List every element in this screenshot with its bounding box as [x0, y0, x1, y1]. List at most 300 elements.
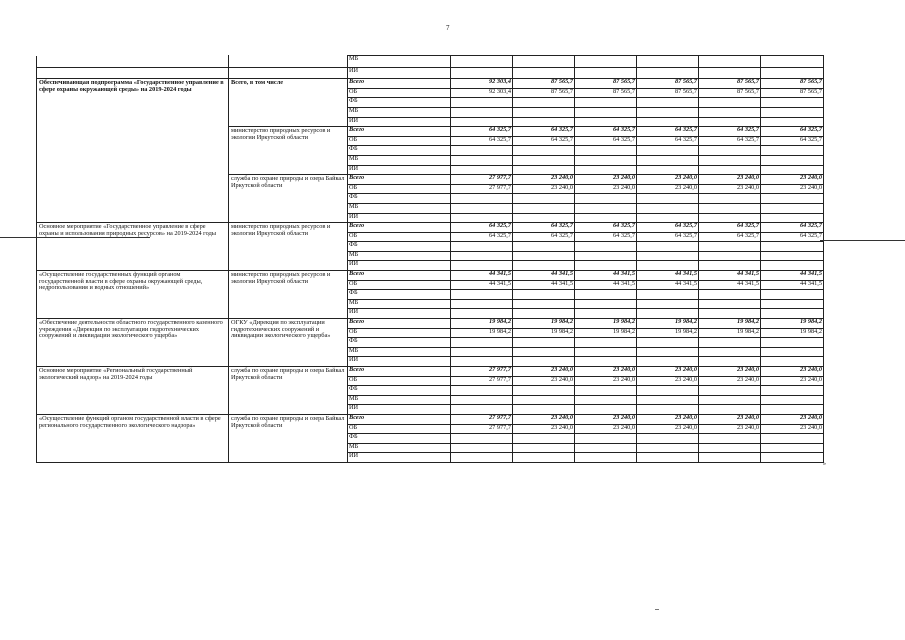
value-cell: 64 325,7 — [637, 127, 699, 137]
value-cell — [575, 405, 637, 415]
value-cell — [513, 98, 575, 108]
value-cell: 44 341,5 — [575, 271, 637, 281]
value-cell: 64 325,7 — [761, 232, 824, 242]
value-cell — [699, 434, 761, 444]
value-cell — [637, 357, 699, 367]
value-cell — [513, 251, 575, 261]
value-cell — [575, 203, 637, 213]
table-row — [37, 414, 824, 424]
value-cell: 23 240,0 — [699, 424, 761, 434]
value-cell — [699, 338, 761, 348]
source-cell: ОБ — [348, 376, 451, 386]
value-cell — [637, 98, 699, 108]
value-cell — [761, 98, 824, 108]
value-cell — [451, 155, 513, 165]
source-cell: МБ — [348, 395, 451, 405]
value-cell — [451, 251, 513, 261]
value-cell — [451, 405, 513, 415]
value-cell — [637, 443, 699, 453]
value-cell: 87 565,7 — [637, 79, 699, 89]
executor-cell: министерство природных ресурсов и экологии Иркутской области — [229, 271, 348, 319]
value-cell — [637, 251, 699, 261]
value-cell: 23 240,0 — [699, 184, 761, 194]
value-cell — [761, 443, 824, 453]
value-cell — [637, 107, 699, 117]
value-cell — [575, 117, 637, 127]
table-row — [37, 271, 824, 281]
value-cell — [451, 242, 513, 252]
value-cell — [699, 386, 761, 396]
source-cell: ИИ — [348, 117, 451, 127]
value-cell: 27 977,7 — [451, 184, 513, 194]
value-cell: 19 984,2 — [575, 319, 637, 329]
value-cell: 27 977,7 — [451, 376, 513, 386]
program-name-cell: Основное мероприятие «Региональный государственный экологический надзор» на 2019-2024 годы — [37, 367, 229, 415]
value-cell: 64 325,7 — [451, 223, 513, 233]
strike-line-right — [820, 240, 905, 241]
value-cell — [513, 290, 575, 300]
value-cell: 23 240,0 — [637, 414, 699, 424]
value-cell — [451, 434, 513, 444]
program-name-cell: «Осуществление государственных функций органом государственной власти в сфере охраны окружающей среды, недропользования и водных отношений» — [37, 271, 229, 319]
value-cell — [451, 299, 513, 309]
value-cell — [699, 117, 761, 127]
value-cell — [637, 434, 699, 444]
value-cell: 23 240,0 — [513, 184, 575, 194]
value-cell: 87 565,7 — [575, 79, 637, 89]
value-cell — [699, 56, 761, 68]
value-cell — [575, 386, 637, 396]
value-cell: 44 341,5 — [761, 280, 824, 290]
value-cell — [513, 155, 575, 165]
empty-cell — [229, 56, 348, 68]
program-name-cell: «Обеспечение деятельности областного государственного казенного учреждения «Дирекция по эксплуатации гидротехнических сооружений и ликвидации экологического ущерба» — [37, 319, 229, 367]
value-cell — [451, 453, 513, 463]
executor-cell: служба по охране природы и озера Байкал Иркутской области — [229, 175, 348, 223]
value-cell — [761, 251, 824, 261]
value-cell — [451, 67, 513, 79]
value-cell — [451, 395, 513, 405]
value-cell: 87 565,7 — [761, 79, 824, 89]
empty-cell — [229, 67, 348, 79]
value-cell — [451, 261, 513, 271]
value-cell: 44 341,5 — [699, 271, 761, 281]
value-cell — [513, 443, 575, 453]
value-cell — [761, 338, 824, 348]
value-cell — [575, 165, 637, 175]
value-cell: 87 565,7 — [699, 79, 761, 89]
value-cell — [699, 251, 761, 261]
value-cell — [637, 242, 699, 252]
value-cell — [637, 338, 699, 348]
value-cell — [699, 107, 761, 117]
value-cell: 23 240,0 — [637, 424, 699, 434]
value-cell — [575, 309, 637, 319]
value-cell: 23 240,0 — [761, 376, 824, 386]
value-cell: 64 325,7 — [451, 232, 513, 242]
value-cell — [575, 357, 637, 367]
value-cell: 23 240,0 — [637, 367, 699, 377]
value-cell — [699, 299, 761, 309]
value-cell: 27 977,7 — [451, 424, 513, 434]
value-cell — [513, 405, 575, 415]
source-cell: МБ — [348, 107, 451, 117]
source-cell: ОБ — [348, 328, 451, 338]
source-cell: ОБ — [348, 424, 451, 434]
source-cell: Всего — [348, 414, 451, 424]
value-cell — [451, 443, 513, 453]
value-cell — [637, 453, 699, 463]
program-name-cell: «Осуществление функций органом государственной власти в сфере регионального государственного экологического надзора» — [37, 414, 229, 462]
value-cell — [637, 203, 699, 213]
value-cell: 19 984,2 — [761, 319, 824, 329]
value-cell: 64 325,7 — [699, 136, 761, 146]
value-cell — [761, 453, 824, 463]
value-cell — [513, 194, 575, 204]
source-cell: ОБ — [348, 184, 451, 194]
source-cell: ИИ — [348, 261, 451, 271]
value-cell — [637, 146, 699, 156]
executor-cell: ОГКУ «Дирекция по эксплуатации гидротехнических сооружений и ликвидации экологического ущерба» — [229, 319, 348, 367]
source-cell: ФБ — [348, 386, 451, 396]
value-cell — [699, 67, 761, 79]
value-cell — [513, 309, 575, 319]
value-cell: 64 325,7 — [637, 232, 699, 242]
value-cell — [699, 194, 761, 204]
value-cell — [637, 117, 699, 127]
value-cell — [699, 242, 761, 252]
source-cell: Всего — [348, 271, 451, 281]
value-cell: 44 341,5 — [513, 271, 575, 281]
value-cell: 64 325,7 — [699, 223, 761, 233]
value-cell: 23 240,0 — [575, 414, 637, 424]
source-cell: ИИ — [348, 67, 451, 79]
value-cell — [761, 165, 824, 175]
value-cell — [575, 261, 637, 271]
scan-mark — [655, 609, 659, 610]
value-cell — [761, 56, 824, 68]
value-cell: 23 240,0 — [761, 414, 824, 424]
value-cell — [513, 357, 575, 367]
value-cell — [513, 386, 575, 396]
value-cell — [575, 56, 637, 68]
value-cell — [699, 453, 761, 463]
value-cell — [513, 107, 575, 117]
value-cell: 23 240,0 — [699, 367, 761, 377]
value-cell — [699, 165, 761, 175]
value-cell: 64 325,7 — [575, 232, 637, 242]
value-cell — [699, 357, 761, 367]
source-cell: МБ — [348, 299, 451, 309]
value-cell — [451, 117, 513, 127]
value-cell — [761, 107, 824, 117]
value-cell — [637, 261, 699, 271]
executor-cell: министерство природных ресурсов и экологии Иркутской области — [229, 223, 348, 271]
value-cell — [513, 67, 575, 79]
value-cell — [575, 453, 637, 463]
value-cell — [637, 405, 699, 415]
source-cell: ИИ — [348, 213, 451, 223]
value-cell: 23 240,0 — [575, 175, 637, 185]
value-cell: 44 341,5 — [637, 271, 699, 281]
program-name-cell: Основное мероприятие «Государственное управление в сфере охраны и использования природных ресурсов» на 2019-2024 годы — [37, 223, 229, 271]
executor-cell: министерство природных ресурсов и экологии Иркутской области — [229, 127, 348, 175]
value-cell — [637, 347, 699, 357]
value-cell — [761, 290, 824, 300]
value-cell — [637, 213, 699, 223]
page-number: 7 — [446, 24, 450, 32]
value-cell — [761, 213, 824, 223]
value-cell — [575, 347, 637, 357]
value-cell — [761, 67, 824, 79]
value-cell: 19 984,2 — [699, 319, 761, 329]
value-cell — [761, 203, 824, 213]
value-cell — [699, 213, 761, 223]
value-cell: 23 240,0 — [513, 376, 575, 386]
strike-line-left — [0, 237, 150, 238]
value-cell: 23 240,0 — [637, 175, 699, 185]
value-cell: 19 984,2 — [451, 328, 513, 338]
value-cell — [699, 290, 761, 300]
value-cell — [761, 146, 824, 156]
value-cell — [761, 347, 824, 357]
value-cell — [575, 290, 637, 300]
value-cell — [513, 434, 575, 444]
value-cell — [575, 395, 637, 405]
value-cell — [699, 309, 761, 319]
source-cell: МБ — [348, 443, 451, 453]
table-row — [37, 223, 824, 233]
value-cell — [513, 453, 575, 463]
table-row — [37, 367, 824, 377]
value-cell — [575, 299, 637, 309]
value-cell — [699, 347, 761, 357]
executor-cell: служба по охране природы и озера Байкал Иркутской области — [229, 367, 348, 415]
source-cell: ФБ — [348, 290, 451, 300]
value-cell — [575, 98, 637, 108]
value-cell: 44 341,5 — [451, 280, 513, 290]
source-cell: ИИ — [348, 453, 451, 463]
empty-cell — [37, 56, 229, 68]
value-cell: 19 984,2 — [451, 319, 513, 329]
value-cell: 23 240,0 — [513, 414, 575, 424]
value-cell — [513, 242, 575, 252]
source-cell: Всего — [348, 367, 451, 377]
closing-quote: » — [823, 461, 826, 467]
source-cell: Всего — [348, 175, 451, 185]
value-cell: 23 240,0 — [761, 424, 824, 434]
value-cell: 23 240,0 — [699, 175, 761, 185]
executor-cell: Всего, в том числе — [229, 79, 348, 127]
value-cell: 23 240,0 — [761, 367, 824, 377]
value-cell — [451, 165, 513, 175]
value-cell — [451, 338, 513, 348]
value-cell — [513, 338, 575, 348]
value-cell: 27 977,7 — [451, 175, 513, 185]
value-cell — [699, 98, 761, 108]
value-cell: 92 303,4 — [451, 88, 513, 98]
value-cell — [451, 107, 513, 117]
value-cell: 87 565,7 — [761, 88, 824, 98]
value-cell: 44 341,5 — [637, 280, 699, 290]
table-row — [37, 56, 824, 68]
value-cell: 64 325,7 — [761, 223, 824, 233]
value-cell — [513, 213, 575, 223]
value-cell — [699, 443, 761, 453]
source-cell: МБ — [348, 155, 451, 165]
source-cell: ОБ — [348, 88, 451, 98]
value-cell: 64 325,7 — [513, 232, 575, 242]
source-cell: ОБ — [348, 280, 451, 290]
value-cell — [575, 155, 637, 165]
source-cell: Всего — [348, 319, 451, 329]
value-cell: 23 240,0 — [513, 175, 575, 185]
source-cell: ФБ — [348, 194, 451, 204]
value-cell — [699, 395, 761, 405]
value-cell — [513, 56, 575, 68]
budget-table — [36, 55, 824, 463]
empty-cell — [37, 67, 229, 79]
value-cell — [761, 386, 824, 396]
source-cell: ФБ — [348, 434, 451, 444]
table-row — [37, 79, 824, 89]
source-cell: Всего — [348, 79, 451, 89]
value-cell: 64 325,7 — [513, 223, 575, 233]
value-cell — [761, 117, 824, 127]
value-cell: 64 325,7 — [761, 127, 824, 137]
value-cell — [451, 203, 513, 213]
value-cell: 23 240,0 — [513, 424, 575, 434]
program-name-cell: Обеспечивающая подпрограмма «Государственное управление в сфере охраны окружающей среды» на 2019-2024 годы — [37, 79, 229, 223]
value-cell — [513, 395, 575, 405]
value-cell — [575, 67, 637, 79]
value-cell — [575, 251, 637, 261]
value-cell — [699, 155, 761, 165]
value-cell: 27 977,7 — [451, 367, 513, 377]
value-cell: 64 325,7 — [699, 232, 761, 242]
value-cell: 64 325,7 — [451, 136, 513, 146]
value-cell: 19 984,2 — [761, 328, 824, 338]
value-cell — [513, 261, 575, 271]
value-cell — [575, 213, 637, 223]
value-cell — [451, 194, 513, 204]
value-cell: 87 565,7 — [699, 88, 761, 98]
value-cell: 23 240,0 — [637, 376, 699, 386]
value-cell: 64 325,7 — [575, 127, 637, 137]
value-cell — [451, 347, 513, 357]
value-cell: 19 984,2 — [637, 328, 699, 338]
value-cell: 19 984,2 — [637, 319, 699, 329]
value-cell — [761, 405, 824, 415]
value-cell — [761, 261, 824, 271]
value-cell: 87 565,7 — [575, 88, 637, 98]
value-cell — [575, 107, 637, 117]
source-cell: ФБ — [348, 338, 451, 348]
value-cell — [637, 309, 699, 319]
value-cell — [637, 299, 699, 309]
value-cell: 23 240,0 — [575, 376, 637, 386]
value-cell: 87 565,7 — [513, 88, 575, 98]
value-cell — [513, 117, 575, 127]
source-cell: МБ — [348, 203, 451, 213]
value-cell — [761, 155, 824, 165]
executor-cell: служба по охране природы и озера Байкал Иркутской области — [229, 414, 348, 462]
value-cell: 44 341,5 — [699, 280, 761, 290]
source-cell: ОБ — [348, 232, 451, 242]
value-cell: 64 325,7 — [761, 136, 824, 146]
value-cell — [761, 309, 824, 319]
value-cell — [451, 290, 513, 300]
value-cell — [761, 242, 824, 252]
value-cell: 19 984,2 — [575, 328, 637, 338]
value-cell — [451, 309, 513, 319]
value-cell — [451, 56, 513, 68]
value-cell: 44 341,5 — [761, 271, 824, 281]
value-cell: 23 240,0 — [699, 414, 761, 424]
value-cell — [451, 386, 513, 396]
source-cell: МБ — [348, 251, 451, 261]
value-cell — [699, 261, 761, 271]
value-cell: 23 240,0 — [761, 184, 824, 194]
value-cell — [451, 146, 513, 156]
value-cell: 23 240,0 — [761, 175, 824, 185]
value-cell: 92 303,4 — [451, 79, 513, 89]
source-cell: ИИ — [348, 357, 451, 367]
source-cell: ФБ — [348, 146, 451, 156]
source-cell: МБ — [348, 56, 451, 68]
value-cell — [451, 98, 513, 108]
value-cell: 19 984,2 — [513, 328, 575, 338]
value-cell — [575, 146, 637, 156]
value-cell: 23 240,0 — [699, 376, 761, 386]
value-cell — [575, 443, 637, 453]
value-cell — [575, 338, 637, 348]
source-cell: ИИ — [348, 309, 451, 319]
value-cell — [699, 405, 761, 415]
value-cell — [575, 242, 637, 252]
value-cell: 64 325,7 — [451, 127, 513, 137]
value-cell: 64 325,7 — [575, 223, 637, 233]
value-cell — [761, 194, 824, 204]
value-cell — [513, 347, 575, 357]
value-cell — [637, 56, 699, 68]
table-row — [37, 67, 824, 79]
value-cell — [513, 203, 575, 213]
value-cell — [513, 165, 575, 175]
source-cell: ОБ — [348, 136, 451, 146]
source-cell: ФБ — [348, 98, 451, 108]
value-cell: 44 341,5 — [575, 280, 637, 290]
value-cell — [699, 203, 761, 213]
value-cell: 64 325,7 — [513, 136, 575, 146]
source-cell: Всего — [348, 127, 451, 137]
value-cell: 64 325,7 — [699, 127, 761, 137]
value-cell — [451, 213, 513, 223]
value-cell: 64 325,7 — [575, 136, 637, 146]
value-cell — [513, 299, 575, 309]
source-cell: ФБ — [348, 242, 451, 252]
source-cell: ИИ — [348, 165, 451, 175]
value-cell: 23 240,0 — [513, 367, 575, 377]
source-cell: МБ — [348, 347, 451, 357]
value-cell: 23 240,0 — [637, 184, 699, 194]
value-cell: 23 240,0 — [575, 424, 637, 434]
source-cell: ИИ — [348, 405, 451, 415]
value-cell: 87 565,7 — [637, 88, 699, 98]
value-cell: 64 325,7 — [513, 127, 575, 137]
value-cell — [575, 434, 637, 444]
value-cell: 64 325,7 — [637, 136, 699, 146]
